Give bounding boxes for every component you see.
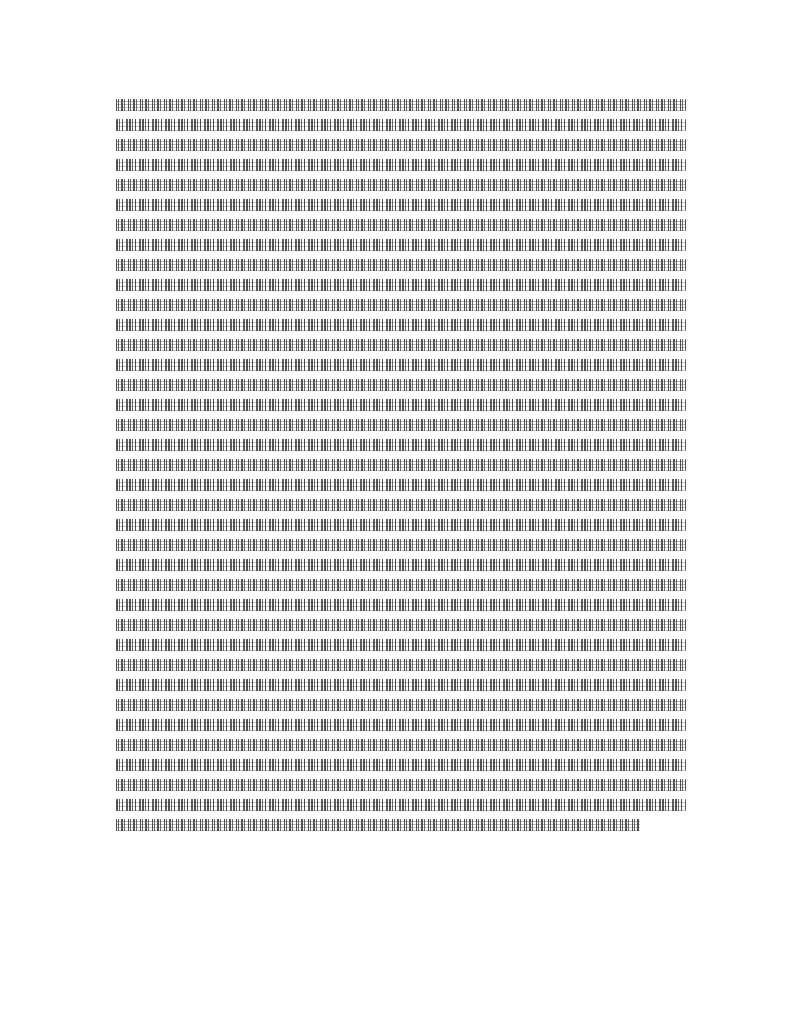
text-line bbox=[116, 695, 686, 715]
unreadable-text-glyphs bbox=[116, 459, 686, 471]
unreadable-text-glyphs bbox=[116, 359, 686, 371]
unreadable-text-glyphs bbox=[116, 99, 686, 111]
unreadable-text-glyphs bbox=[116, 139, 686, 151]
unreadable-text-glyphs bbox=[116, 779, 686, 791]
unreadable-text-glyphs bbox=[116, 379, 686, 391]
unreadable-text-glyphs bbox=[116, 559, 686, 571]
unreadable-text-glyphs bbox=[116, 339, 686, 351]
unreadable-text-glyphs bbox=[116, 419, 686, 431]
text-line bbox=[116, 235, 686, 255]
text-line bbox=[116, 515, 686, 535]
text-line bbox=[116, 335, 686, 355]
text-line bbox=[116, 675, 686, 695]
text-line bbox=[116, 735, 686, 755]
text-line bbox=[116, 175, 686, 195]
text-line bbox=[116, 275, 686, 295]
text-line bbox=[116, 495, 686, 515]
text-line bbox=[116, 635, 686, 655]
text-line bbox=[116, 295, 686, 315]
text-line bbox=[116, 755, 686, 775]
text-line bbox=[116, 115, 686, 135]
unreadable-text-glyphs bbox=[116, 479, 686, 491]
unreadable-text-glyphs bbox=[116, 219, 686, 231]
unreadable-text-glyphs bbox=[116, 299, 686, 311]
text-line bbox=[116, 595, 686, 615]
unreadable-text-glyphs bbox=[116, 799, 686, 811]
unreadable-text-glyphs bbox=[116, 539, 686, 551]
unreadable-text-glyphs bbox=[116, 619, 686, 631]
unreadable-text-glyphs bbox=[116, 279, 686, 291]
text-line bbox=[116, 555, 686, 575]
unreadable-text-glyphs bbox=[116, 119, 686, 131]
text-line bbox=[116, 195, 686, 215]
text-line bbox=[116, 815, 686, 835]
text-line bbox=[116, 775, 686, 795]
unreadable-text-glyphs bbox=[116, 159, 686, 171]
text-line bbox=[116, 395, 686, 415]
unreadable-text-glyphs bbox=[116, 719, 686, 731]
unreadable-text-glyphs bbox=[116, 739, 686, 751]
text-line bbox=[116, 655, 686, 675]
text-line bbox=[116, 215, 686, 235]
text-line bbox=[116, 255, 686, 275]
text-line bbox=[116, 95, 686, 115]
text-line bbox=[116, 355, 686, 375]
text-line bbox=[116, 375, 686, 395]
text-line bbox=[116, 315, 686, 335]
text-line bbox=[116, 615, 686, 635]
unreadable-text-glyphs bbox=[116, 519, 686, 531]
unreadable-text-glyphs bbox=[116, 179, 686, 191]
text-line bbox=[116, 715, 686, 735]
unreadable-text-glyphs bbox=[116, 579, 686, 591]
text-line bbox=[116, 155, 686, 175]
text-line bbox=[116, 435, 686, 455]
unreadable-text-glyphs bbox=[116, 679, 686, 691]
unreadable-text-glyphs bbox=[116, 199, 686, 211]
unreadable-text-glyphs bbox=[116, 819, 640, 831]
unreadable-text-glyphs bbox=[116, 259, 686, 271]
unreadable-text-glyphs bbox=[116, 399, 686, 411]
unreadable-text-glyphs bbox=[116, 319, 686, 331]
unreadable-text-glyphs bbox=[116, 439, 686, 451]
body-text-block bbox=[116, 95, 686, 835]
unreadable-text-glyphs bbox=[116, 499, 686, 511]
unreadable-text-glyphs bbox=[116, 639, 686, 651]
text-line bbox=[116, 575, 686, 595]
text-line bbox=[116, 135, 686, 155]
text-line bbox=[116, 415, 686, 435]
unreadable-text-glyphs bbox=[116, 699, 686, 711]
text-line bbox=[116, 475, 686, 495]
unreadable-text-glyphs bbox=[116, 239, 686, 251]
unreadable-text-glyphs bbox=[116, 659, 686, 671]
unreadable-text-glyphs bbox=[116, 599, 686, 611]
text-line bbox=[116, 795, 686, 815]
text-line bbox=[116, 455, 686, 475]
unreadable-text-glyphs bbox=[116, 759, 686, 771]
text-line bbox=[116, 535, 686, 555]
